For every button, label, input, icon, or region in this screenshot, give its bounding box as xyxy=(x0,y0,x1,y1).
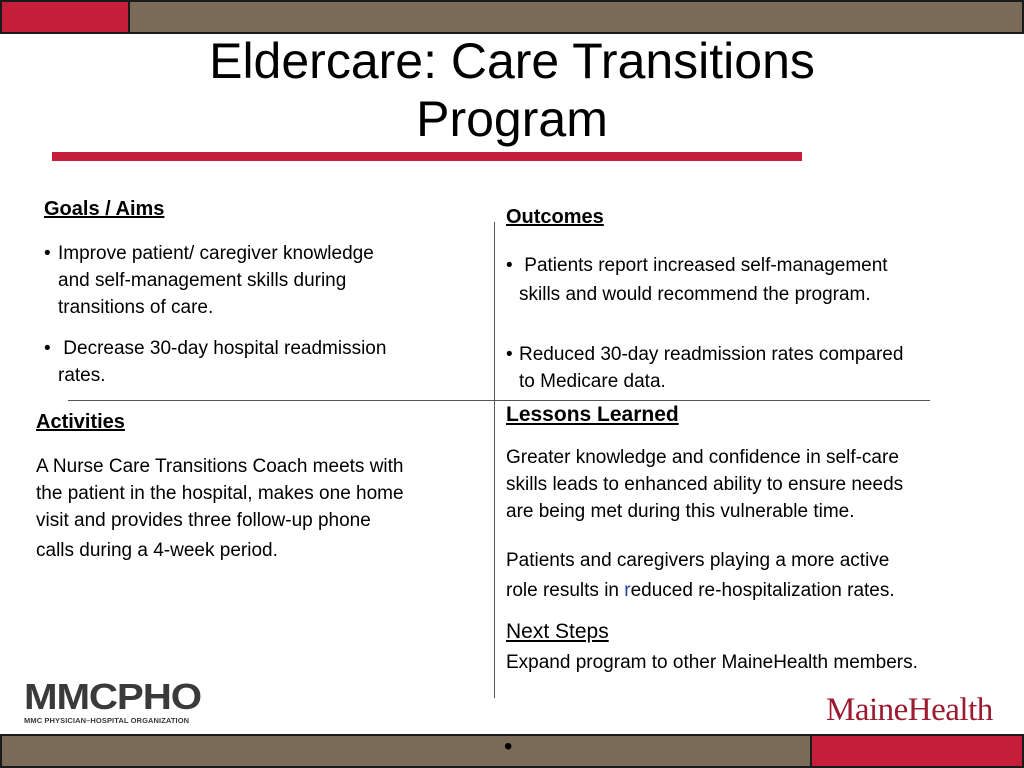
activities-heading: Activities xyxy=(36,411,125,433)
mmcpho-wordmark: MMCPHO xyxy=(24,676,201,717)
lessons-paragraph-1: Greater knowledge and confidence in self-care skills leads to enhanced ability to ensure needs are being met during this vulnerable time. xyxy=(506,447,904,522)
title-underline-rule xyxy=(52,152,802,161)
footer-bullet-icon: • xyxy=(504,733,513,760)
bottom-red-bar xyxy=(810,734,1024,768)
goals-heading: Goals / Aims xyxy=(44,198,165,220)
goals-item-2: • Decrease 30-day hospital readmission rates. xyxy=(44,335,474,389)
lessons-paragraph-2: Patients and caregivers playing a more active role results in reduced re-hospitalization rates. xyxy=(506,550,895,601)
next-steps-text: Expand program to other MaineHealth members. xyxy=(506,652,918,673)
lessons-heading: Lessons Learned xyxy=(506,403,679,426)
top-brown-bar xyxy=(128,0,1024,34)
goals-item-1: • Improve patient/ caregiver knowledge and self-management skills during transitions of care. xyxy=(44,240,474,321)
mmcpho-logo xyxy=(24,676,210,725)
title-line-1: Eldercare: Care Transitions xyxy=(209,33,815,89)
slide-title xyxy=(0,32,1024,148)
top-red-bar xyxy=(0,0,130,34)
title-line-2: Program xyxy=(416,91,608,147)
outcomes-heading: Outcomes xyxy=(506,206,604,228)
bullet-icon: • xyxy=(44,243,51,264)
horizontal-divider xyxy=(68,400,930,401)
bottom-brown-bar xyxy=(0,734,812,768)
outcomes-item-1: • Patients report increased self-management skills and would recommend the program. xyxy=(506,252,996,308)
bullet-icon: • xyxy=(44,338,51,359)
bullet-icon: • xyxy=(506,344,513,365)
activities-text: A Nurse Care Transitions Coach meets with the patient in the hospital, makes one home visit and provides three follow-up phone calls during a 4-week period. xyxy=(36,456,404,561)
bullet-icon: • xyxy=(506,255,513,276)
outcomes-item-2: • Reduced 30-day readmission rates compared to Medicare data. xyxy=(506,341,996,395)
vertical-divider xyxy=(494,222,495,698)
mainehealth-logo: MaineHealth xyxy=(826,692,993,728)
mmcpho-tagline: MMC PHYSICIAN–HOSPITAL ORGANIZATION xyxy=(24,716,190,725)
next-steps-heading: Next Steps xyxy=(506,620,609,643)
